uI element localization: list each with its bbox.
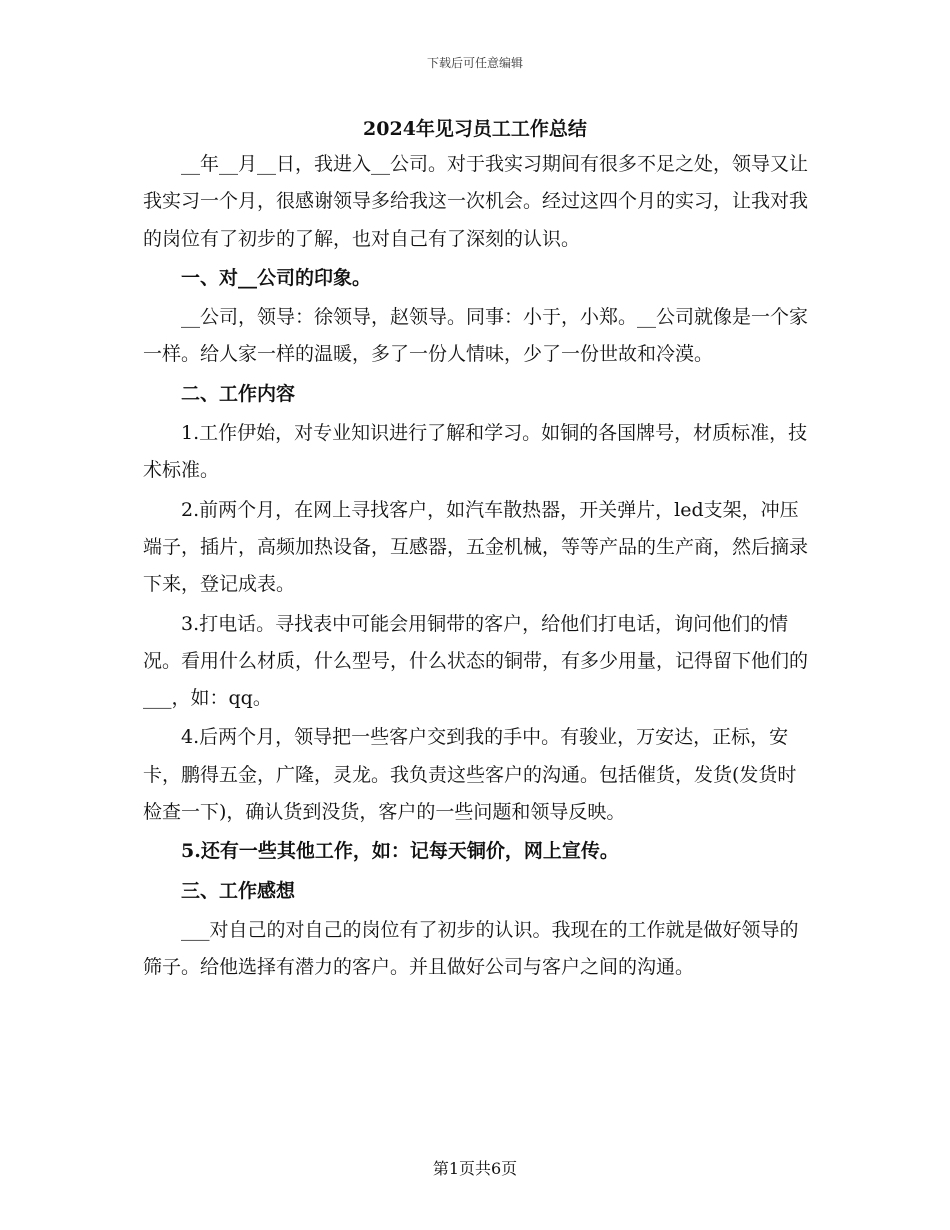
section-heading-reflections: 三、工作感想: [181, 879, 296, 902]
paragraph-work-item-1: 1.工作伊始，对专业知识进行了解和学习。如铜的各国牌号，材质标准，技术标准。: [143, 422, 808, 482]
document-title: 2024年见习员工工作总结: [363, 118, 587, 140]
section-heading-impression: 一、对__公司的印象。: [181, 266, 372, 289]
paragraph-work-item-2: 2.前两个月，在网上寻找客户，如汽车散热器，开关弹片，led支架，冲压端子，插片，高频加热设备，互感器，五金机械，等等产品的生产商，然后摘录下来，登记成表。: [143, 498, 809, 596]
section-heading-work-content: 二、工作内容: [181, 382, 296, 405]
page-number-footer: 第1页共6页: [432, 1159, 518, 1178]
paragraph-reflections: ___对自己的对自己的岗位有了初步的认识。我现在的工作就是做好领导的筛子。给他选择有潜力的客户。并且做好公司与客户之间的沟通。: [143, 918, 799, 979]
paragraph-intro: __年__月__日，我进入__公司。对于我实习期间有很多不足之处，领导又让我实习一个月，很感谢领导多给我这一次机会。经过这四个月的实习，让我对我的岗位有了初步的了解，也对自己有了深刻的认识。: [143, 153, 809, 250]
paragraph-work-item-4: 4.后两个月，领导把一些客户交到我的手中。有骏业，万安达，正标，安卡，鹏得五金，广隆，灵龙。我负责这些客户的沟通。包括催货，发货(发货时检查一下)，确认货到没货，客户的一些问题和领导反映。: [143, 726, 797, 824]
page-header-note: 下载后可任意编辑: [426, 56, 523, 70]
paragraph-work-item-5: 5.还有一些其他工作，如：记每天铜价，网上宣传。: [181, 840, 619, 863]
paragraph-impression: __公司，领导：徐领导，赵领导。同事：小于，小郑。__公司就像是一个家一样。给人家一样的温暖，多了一份人情味，少了一份世故和冷漠。: [143, 306, 809, 366]
paragraph-work-item-3: 3.打电话。寻找表中可能会用铜带的客户，给他们打电话，询问他们的情况。看用什么材质，什么型号，什么状态的铜带，有多少用量，记得留下他们的___，如：qq。: [143, 612, 809, 710]
document-body: [143, 146, 811, 987]
